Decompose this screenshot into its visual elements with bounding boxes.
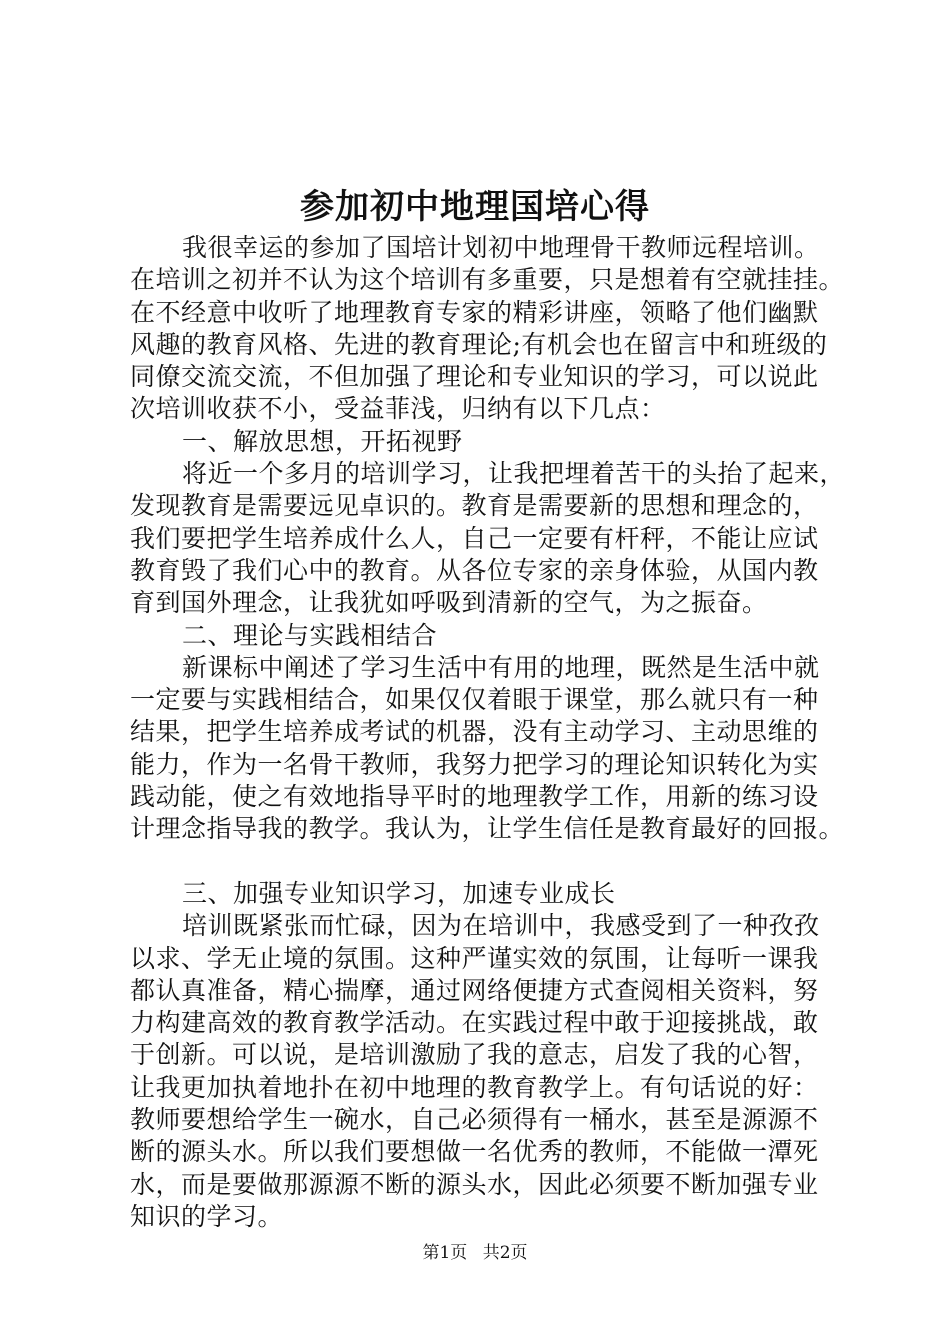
text-line: 发现教育是需要远见卓识的。教育是需要新的思想和理念的， [130,491,819,521]
text-line: 培训既紧张而忙碌，因为在培训中，我感受到了一种孜孜 [182,911,820,941]
page-total: 共2页 [482,1243,528,1263]
text-line: 都认真准备，精心揣摩，通过网络便捷方式查阅相关资料，努 [130,975,819,1005]
page-footer [0,1241,950,1265]
text-line: 能力，作为一名骨干教师，我努力把学习的理论知识转化为实 [130,749,819,779]
text-line: 断的源头水。所以我们要想做一名优秀的教师，不能做一潭死 [130,1137,819,1167]
text-line: 三、加强专业知识学习，加速专业成长 [182,878,616,908]
text-line: 风趣的教育风格、先进的教育理论;有机会也在留言中和班级的 [130,329,828,359]
blank-line [130,846,830,878]
text-line: 结果，把学生培养成考试的机器，没有主动学习、主动思维的 [130,717,819,747]
text-line: 教师要想给学生一碗水，自己必须得有一桶水，甚至是源源不 [130,1105,819,1135]
text-line: 教育毁了我们心中的教育。从各位专家的亲身体验，从国内教 [130,555,819,585]
text-line: 将近一个多月的培训学习，让我把埋着苦干的头抬了起来， [182,459,846,489]
text-line: 水，而是要做那源源不断的源头水，因此必须要不断加强专业 [130,1169,819,1199]
text-line: 二、理论与实践相结合 [182,620,438,650]
text-line: 一定要与实践相结合，如果仅仅着眼于课堂，那么就只有一种 [130,685,819,715]
text-line: 新课标中阐述了学习生活中有用的地理，既然是生活中就 [182,652,820,682]
document-body [130,232,846,1233]
text-line: 同僚交流交流，不但加强了理论和专业知识的学习，可以说此 [130,362,819,392]
text-line: 我们要把学生培养成什么人，自己一定要有杆秤，不能让应试 [130,523,819,553]
text-line: 在不经意中收听了地理教育专家的精彩讲座，领略了他们幽默 [130,297,819,327]
text-line: 知识的学习。 [130,1201,284,1231]
text-line: 育到国外理念，让我犹如呼吸到清新的空气，为之振奋。 [130,588,768,618]
text-line: 于创新。可以说，是培训激励了我的意志，启发了我的心智， [130,1040,819,1070]
document-title: 参加初中地理国培心得 [300,187,650,227]
text-line: 次培训收获不小，受益菲浅，归纳有以下几点： [130,394,666,424]
text-line: 力构建高效的教育教学活动。在实践过程中敢于迎接挑战，敢 [130,1008,819,1038]
text-line: 让我更加执着地扑在初中地理的教育教学上。有句话说的好： [130,1072,819,1102]
text-line: 以求、学无止境的氛围。这种严谨实效的氛围，让每听一课我 [130,943,819,973]
text-line: 践动能，使之有效地指导平时的地理教学工作，用新的练习设 [130,782,819,812]
text-line: 计理念指导我的教学。我认为，让学生信任是教育最好的回报。 [130,814,845,844]
text-line: 我很幸运的参加了国培计划初中地理骨干教师远程培训。 [182,233,820,262]
text-line: 在培训之初并不认为这个培训有多重要，只是想着有空就挂挂。 [130,265,845,295]
page-number: 第1页 [422,1243,468,1263]
text-line: 一、解放思想，开拓视野 [182,426,463,456]
